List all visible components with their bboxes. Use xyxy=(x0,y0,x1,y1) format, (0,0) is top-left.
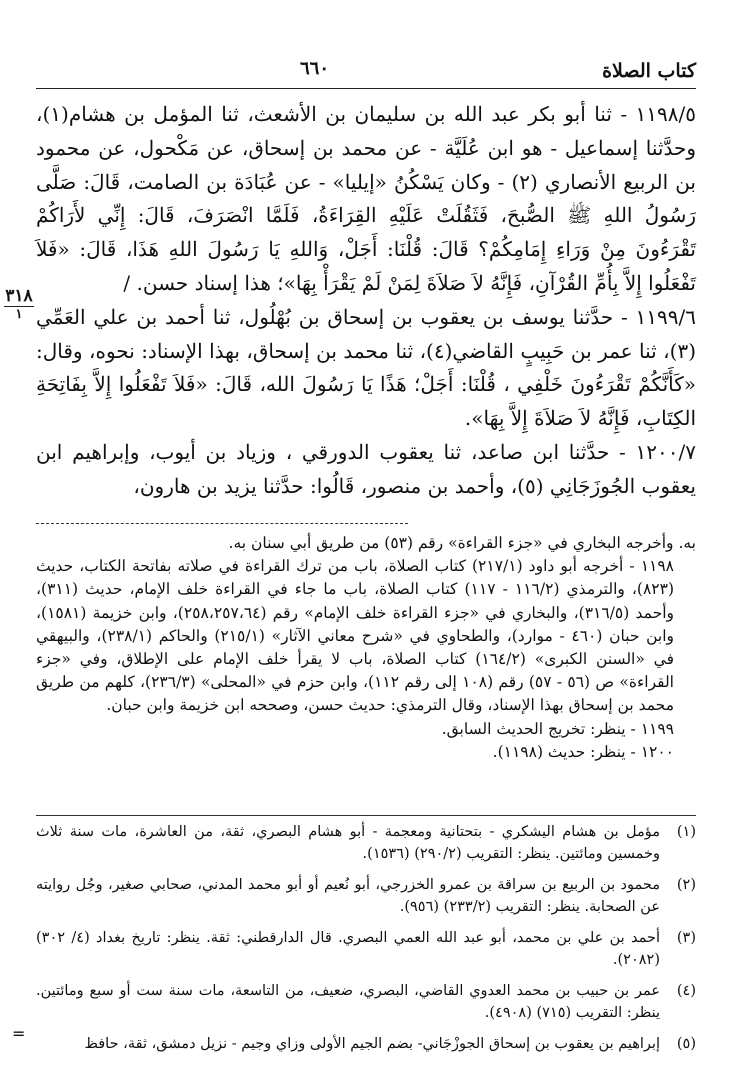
footnote-number: (٢) xyxy=(676,877,696,893)
hadith-1198: ١١٩٨/٥ - ثنا أبو بكر عبد الله بن سليمان بن الأشعث، ثنا المؤمل بن هشام(١)، وحدَّثنا إسماعيل - هو ابن عُلَيَّة - عن محمد بن إسحاق، عن مَكْحول، عن محمود بن الربيع الأنصاري (٢) - وكان يَسْكُنُ «إيليا» - عن عُبَادَة بن الصامت، قَالَ: صَلَّى رَسُولُ اللهِ ﷺ الصُّبحَ، فَثَقُلَتْ عَلَيْهِ القِرَاءَةُ، فَلَمَّا انْصَرَفَ، قَالَ: إِنِّي لأَرَاكُمْ تَقْرَءُونَ مِنْ وَرَاءِ إِمَامِكُمْ؟ قَالَ: قُلْنَا: أَجَلْ، وَاللهِ يَا رَسُولَ اللهِ هَذَا، قَالَ: «فَلاَ تَفْعَلُوا إِلاَّ بِأُمِّ القُرْآنِ، فَإِنَّهُ لاَ صَلاَةَ لِمَنْ لَمْ يَقْرَأْ بِهَا»؛ هذا إسناد حسن. / xyxy=(36,102,696,295)
margin-reference-bottom: ١ xyxy=(15,307,23,322)
hadith-1200: ١٢٠٠/٧ - حدَّثنا ابن صاعد، ثنا يعقوب الدورقي ، وزياد بن أيوب، وإبراهيم ابن يعقوب الجُوزَجَانِي (٥)، وأحمد بن منصور، قَالُوا: حدَّثنا يزيد بن هارون، xyxy=(36,439,696,498)
footnote-number: (٣) xyxy=(676,930,696,946)
book-title: كتاب الصلاة xyxy=(602,60,696,82)
takhrij-1200: ١٢٠٠ - ينظر: حديث (١١٩٨). xyxy=(492,742,674,761)
takhrij-1199: ١١٩٩ - ينظر: تخريج الحديث السابق. xyxy=(441,719,674,738)
footnote-text: محمود بن الربيع بن سراقة بن عمرو الخزرجي، أبو نُعيم أو أبو محمد المدني، صحابي صغير، وجُل روايته عن الصحابة. ينظر: التقريب (٢٣٣/٢) (٩٥٦). xyxy=(36,877,660,915)
margin-manuscript-reference xyxy=(4,286,34,322)
takhrij-continuation: به. وأخرجه البخاري في «جزء القراءة» رقم (٥٣) من طريق أبي سنان به. xyxy=(228,534,696,552)
footnote-text: عمر بن حبيب بن محمد العدوي القاضي، البصري، ضعيف، من التاسعة، مات سنة ست أو سبع ومائتين. ينظر: التقريب (٧١٥) (٤٩٠٨). xyxy=(36,983,660,1021)
footnote-text: أحمد بن علي بن محمد، أبو عبد الله العمي البصري. قال الدارقطني: ثقة. ينظر: تاريخ بغداد (٤/ ٣٠٢) (٢٠٨٢). xyxy=(36,930,660,968)
header-rule xyxy=(36,88,696,89)
footnote-1 xyxy=(36,822,696,865)
takhrij-1198: ١١٩٨ - أخرجه أبو داود (٢١٧/١) كتاب الصلاة، باب من ترك القراءة في صلاته بفاتحة الكتاب، حديث (٨٢٣)، والترمذي (١١٦/٢ - ١١٧) كتاب الصلاة، باب ما جاء في القراءة خلف الإمام، حديث (٣١١)، وأحمد (٣١٦/٥)، والبخاري في «جزء القراءة خلف الإمام» رقم (٢٥٨،٢٥٧،٦٤)، وابن خزيمة (١٥٨١)، وابن حبان (٤٦٠ - موارد)، والطحاوي في «شرح معاني الآثار» (٢١٥/١) والحاكم (٢٣٨/١)، والبيهقي في «السنن الكبرى» (١٦٤/٢) كتاب الصلاة، باب لا يقرأ خلف الإمام على الإطلاق، وفي «جزء القراءة» ص (٥٦ - ٥٧) رقم (١٠٨ إلى رقم ١١٢)، وابن حزم في «المحلى» (٢٣٦/٣)، كلهم من طريق محمد بن إسحاق بهذا الإسناد، وقال الترمذي: حديث حسن، وصححه ابن خزيمة وابن حبان. xyxy=(36,557,675,715)
footnote-text: مؤمل بن هشام اليشكري - بتحتانية ومعجمة - أبو هشام البصري، ثقة، من العاشرة، مات سنة ثلاث وخمسين ومائتين. ينظر: التقريب (٢٩٠/٢) (١٥٣٦). xyxy=(36,824,660,862)
footnote-2 xyxy=(36,875,696,918)
hadith-1199: ١١٩٩/٦ - حدَّثنا يوسف بن يعقوب بن إسحاق بن بُهْلُول، ثنا أحمد بن علي العَمِّي (٣)، ثنا عمر بن حَبِيبٍ القاضي(٤)، ثنا محمد بن إسحاق، بهذا الإسناد: نحوه، وقال: «كَأَنَّكُمْ تَقْرَءُونَ خَلْفِي ، قُلْنَا: أَجَلْ؛ هَذًا يَا رَسُولَ الله، قَالَ: «فَلاَ تَفْعَلُوا إِلاَّ بِفَاتِحَةِ الكِتَابِ، فَإِنَّهُ لاَ صَلاَةَ إِلاَّ بِهَا». xyxy=(36,304,696,431)
page-number: ٦٦٠ xyxy=(300,58,330,79)
takhrij-separator xyxy=(36,523,408,524)
takhrij-section xyxy=(36,532,696,764)
footnote-number: (٥) xyxy=(676,1036,696,1052)
main-text xyxy=(36,98,696,504)
continuation-mark: = xyxy=(12,1024,26,1043)
footnote-3 xyxy=(36,928,696,971)
footnote-text: إبراهيم بن يعقوب بن إسحاق الجوزْجَاني- بضم الجيم الأولى وزاي وجيم - نزيل دمشق، ثقة، حافظ xyxy=(84,1036,660,1052)
footnote-4 xyxy=(36,981,696,1024)
footnote-number: (١) xyxy=(676,824,696,840)
footnotes-separator xyxy=(36,815,696,816)
footnotes-section xyxy=(36,822,696,1056)
margin-reference-top: ٣١٨ xyxy=(5,286,33,306)
footnote-5 xyxy=(36,1034,696,1056)
footnote-number: (٤) xyxy=(676,983,696,999)
